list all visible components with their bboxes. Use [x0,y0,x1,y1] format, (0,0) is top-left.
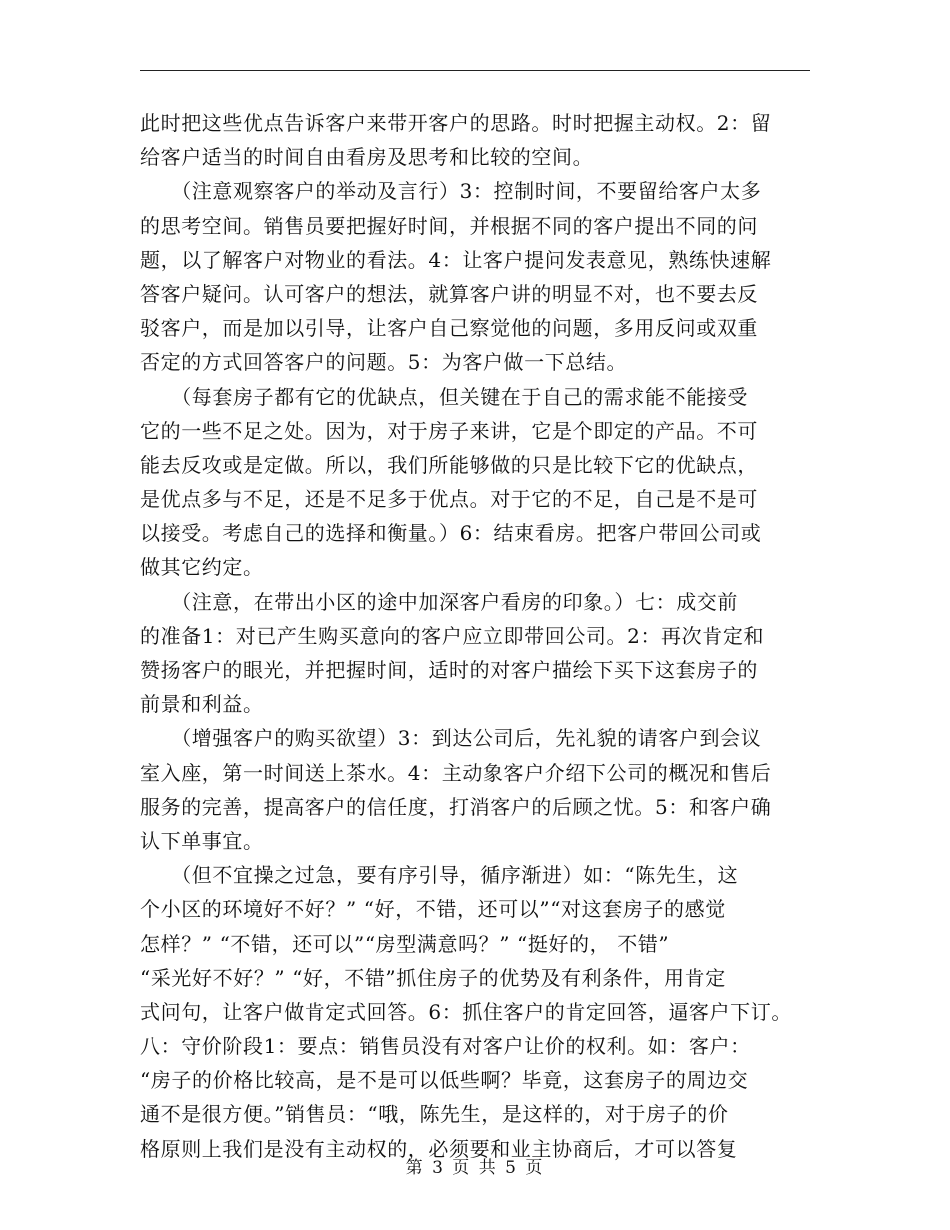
text-line: “采光好不好？” “好，不错”抓住房子的优势及有利条件，用肯定 [140,965,726,990]
text-line: （每套房子都有它的优缺点，但关键在于自己的需求能不能接受 [140,384,748,409]
text-line: 答客户疑问。认可客户的想法，就算客户讲的明显不对，也不要去反 [140,281,758,306]
text-line: 格原则上我们是没有主动权的，必须要和业主协商后，才可以答复 [140,1136,738,1161]
text-line: 此时把这些优点告诉客户来带开客户的思路。时时把握主动权。2：留 [140,111,772,135]
text-line: （增强客户的购买欲望）3：到达公司后，先礼貌的请客户到会议 [140,726,762,751]
text-line: 以接受。考虑自己的选择和衡量。）6：结束看房。把客户带回公司或 [140,521,762,546]
text-line: “房子的价格比较高，是不是可以低些啊？毕竟，这套房子的周边交 [140,1068,749,1093]
text-line: （注意观察客户的举动及言行）3：控制时间，不要留给客户太多 [140,179,762,204]
text-line: 室入座，第一时间送上茶水。4：主动象客户介绍下公司的概况和售后 [140,760,772,785]
text-line: 的准备1：对已产生购买意向的客户应立即带回公司。2：再次肯定和 [140,623,765,648]
body-text [140,106,812,1166]
text-line: 式问句，让客户做肯定式回答。6：抓住客户的肯定回答，逼客户下订。 [140,999,792,1024]
text-line: 能去反攻或是定做。所以，我们所能够做的只是比较下它的优缺点， [140,452,758,477]
text-line: 认下单事宜。 [140,828,264,853]
text-line: （注意，在带出小区的途中加深客户看房的印象。）七：成交前 [140,589,738,614]
text-line: 它的一些不足之处。因为，对于房子来讲，它是个即定的产品。不可 [140,418,758,443]
text-line: 赞扬客户的眼光，并把握时间，适时的对客户描绘下买下这套房子的 [140,658,758,682]
text-line: 服务的完善，提高客户的信任度，打消客户的后顾之忧。5：和客户确 [140,794,772,819]
text-line: 题，以了解客户对物业的看法。4：让客户提问发表意见，熟练快速解 [140,247,772,272]
text-line: 做其它约定。 [140,555,264,580]
text-line: 的思考空间。销售员要把握好时间，并根据不同的客户提出不同的问 [140,213,758,238]
text-line: 八：守价阶段1：要点：销售员没有对客户让价的权利。如：客户： [140,1034,751,1059]
text-line: 驳客户，而是加以引导，让客户自己察觉他的问题，多用反问或双重 [140,316,758,341]
text-line: 通不是很方便。”销售员：“哦，陈先生，是这样的，对于房子的价 [140,1102,729,1127]
text-line: 个小区的环境好不好？” “好，不错，还可以”“对这套房子的感觉 [140,897,726,922]
text-line: 是优点多与不足，还是不足多于优点。对于它的不足，自己是不是可 [140,487,758,512]
text-line: 前景和利益。 [140,692,264,717]
text-line: （但不宜操之过急，要有序引导，循序渐进）如：“陈先生，这 [140,863,739,888]
header-rule [140,70,810,71]
text-line: 怎样？” “不错，还可以”“房型满意吗？” “挺好的， 不错” [140,931,670,956]
page-footer: 第 3 页 共 5 页 [405,1158,545,1178]
text-line: 否定的方式回答客户的问题。5：为客户做一下总结。 [140,350,628,375]
text-line: 给客户适当的时间自由看房及思考和比较的空间。 [140,145,594,170]
